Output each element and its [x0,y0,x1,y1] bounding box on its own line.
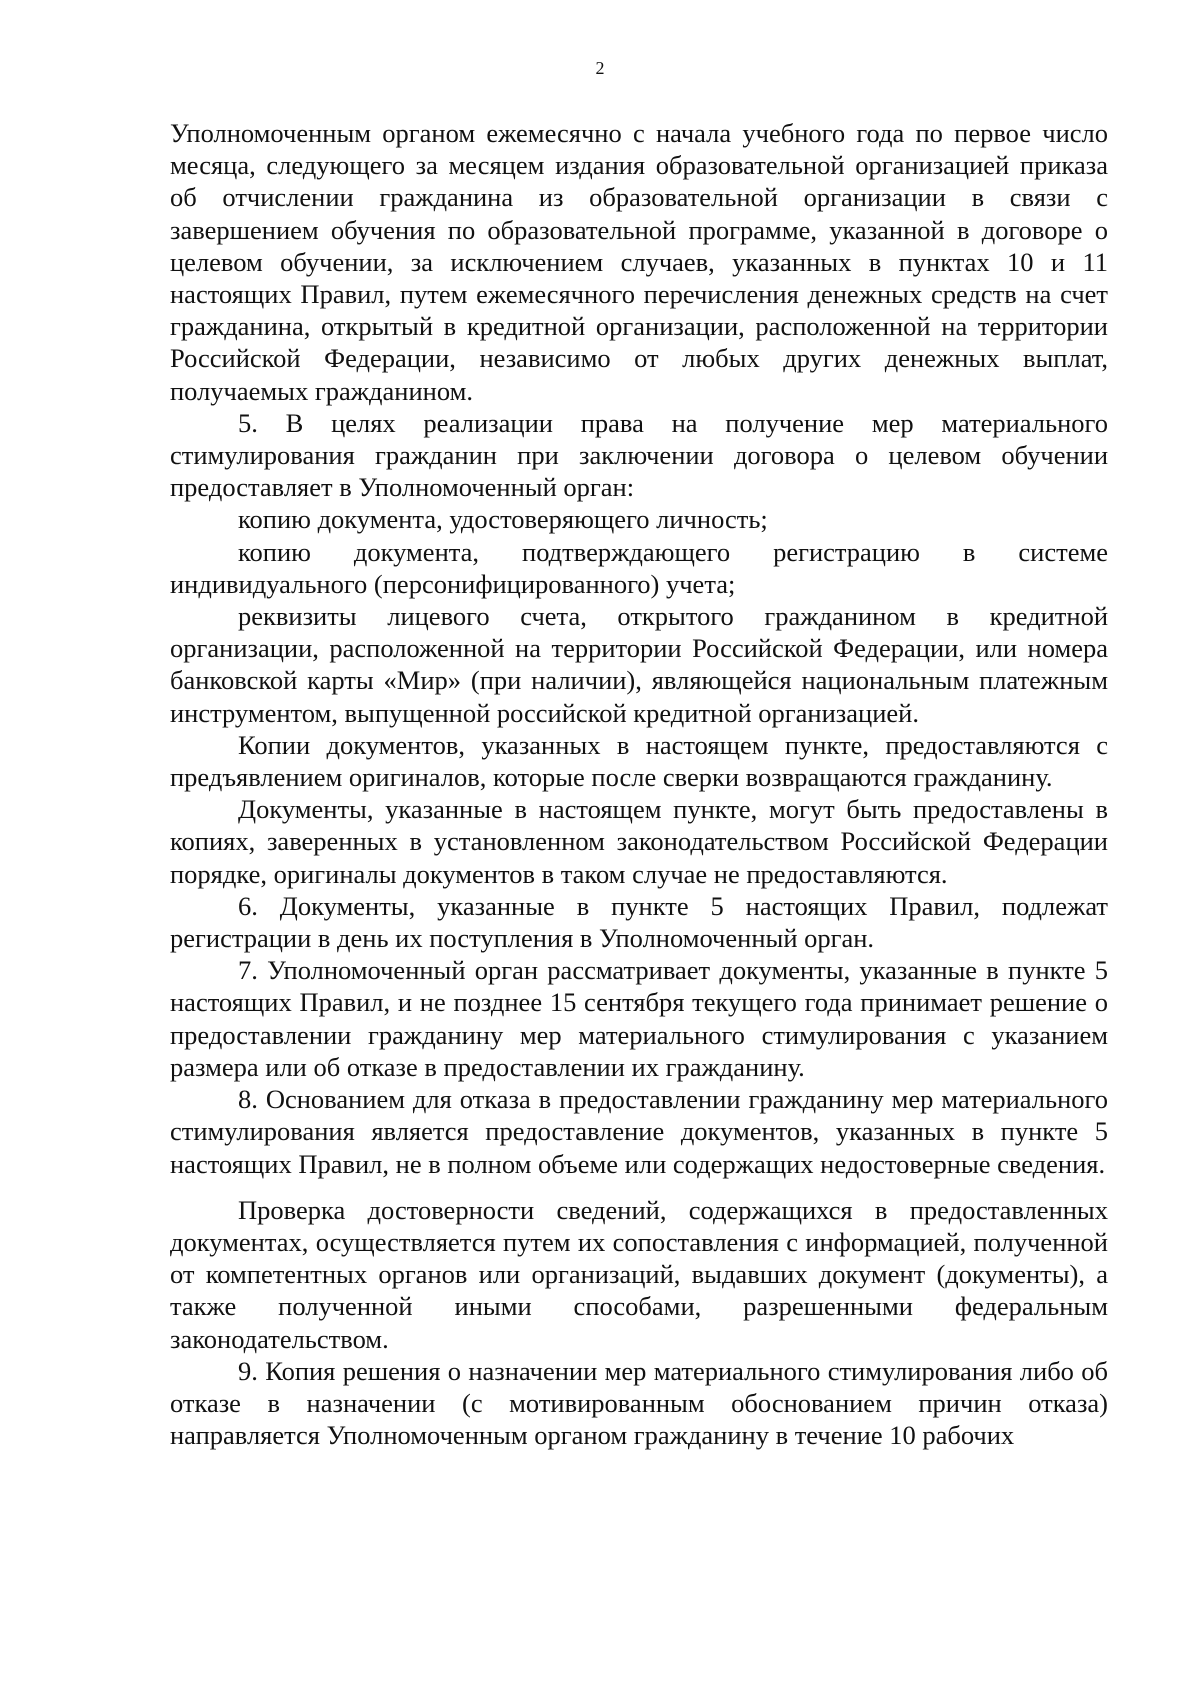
paragraph-5-list-item: реквизиты лицевого счета, открытого гражданином в кредитной организации, расположенной на территории Российской Федерации, или номера банковской карты «Мир» (при наличии), являющейся национальным платежным инструментом, выпущенной российской кредитной организацией. [170,601,1108,728]
paragraph-7: 7. Уполномоченный орган рассматривает документы, указанные в пункте 5 настоящих Правил, и не позднее 15 сентября текущего года принимает решение о предоставлении гражданину мер материального стимулирования с указанием размера или об отказе в предоставлении их гражданину. [170,955,1108,1082]
paragraph-8-verification: Проверка достоверности сведений, содержащихся в предоставленных документах, осуществляется путем их сопоставления с информацией, полученной от компетентных органов или организаций, выдавших документ (документы), а также полученной иными способами, разрешенными федеральным законодательством. [170,1194,1108,1354]
paragraph-5-list-item: копию документа, подтверждающего регистрацию в системе индивидуального (персонифицированного) учета; [170,536,1108,599]
paragraph-5-copies: Копии документов, указанных в настоящем пункте, предоставляются с предъявлением оригиналов, которые после сверки возвращаются гражданину. [170,729,1108,793]
paragraph-5: 5. В целях реализации права на получение мер материального стимулирования гражданин при заключении договора о целевом обучении предоставляет в Уполномоченный орган: [170,407,1108,503]
document-body [170,117,1108,1451]
paragraph-5-certified-copies: Документы, указанные в настоящем пункте, могут быть предоставлены в копиях, заверенных в установленном законодательством Российской Федерации порядке, оригиналы документов в таком случае не предоставляются. [170,794,1108,889]
paragraph-9: 9. Копия решения о назначении мер материального стимулирования либо об отказе в назначении (с мотивированным обоснованием причин отказа) направляется Уполномоченным органом гражданину в течение 10 рабочих [170,1355,1108,1451]
paragraph-8: 8. Основанием для отказа в предоставлении гражданину мер материального стимулирования является предоставление документов, указанных в пункте 5 настоящих Правил, не в полном объеме или содержащих недостоверные сведения. [170,1084,1108,1179]
paragraph-5-list-item: копию документа, удостоверяющего личность; [238,504,768,535]
paragraph-continuation: Уполномоченным органом ежемесячно с начала учебного года по первое число месяца, следующего за месяцем издания образовательной организацией приказа об отчислении гражданина из образовательной организации в связи с завершением обучения по образовательной программе, указанной в договоре о целевом обучении, за исключением случаев, указанных в пунктах 10 и 11 настоящих Правил, путем ежемесячного перечисления денежных средств на счет гражданина, открытый в кредитной организации, расположенной на территории Российской Федерации, независимо от любых других денежных выплат, получаемых гражданином. [170,118,1108,406]
page-number: 2 [595,58,605,78]
paragraph-6: 6. Документы, указанные в пункте 5 настоящих Правил, подлежат регистрации в день их поступления в Уполномоченный орган. [170,890,1108,954]
